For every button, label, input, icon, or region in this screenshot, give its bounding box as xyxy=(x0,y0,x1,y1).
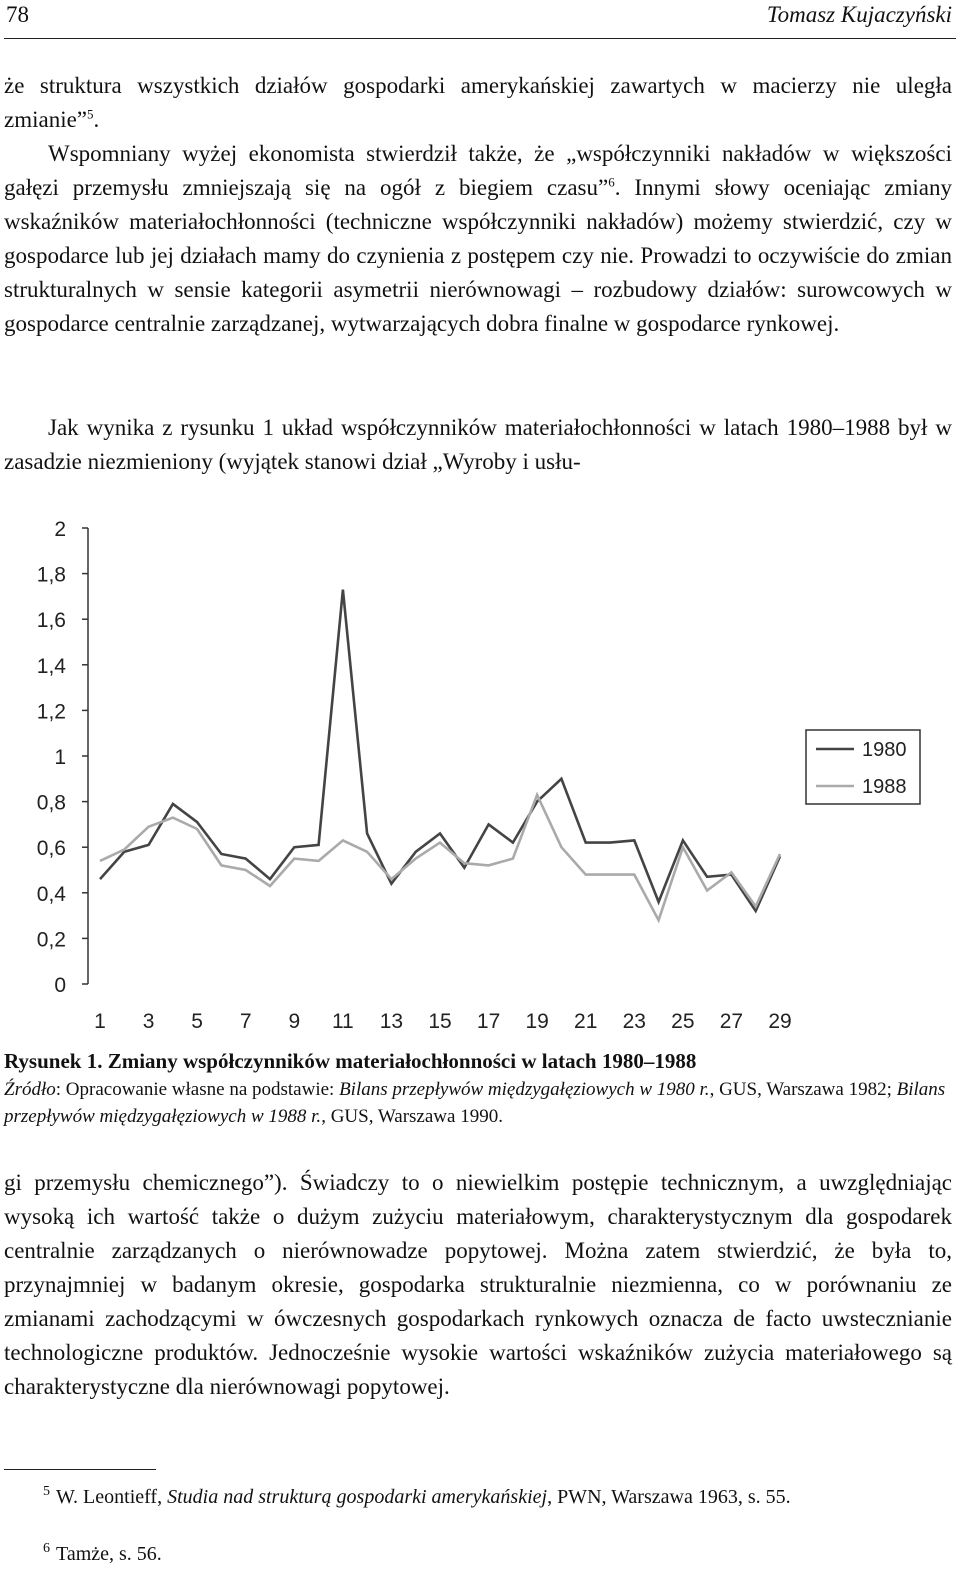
x-tick-label: 29 xyxy=(768,1010,792,1033)
page-header xyxy=(4,0,956,39)
footnote-5-text-end: , PWN, Warszawa 1963, s. 55. xyxy=(547,1486,791,1508)
source-text-2: , GUS, Warszawa 1982; xyxy=(709,1079,897,1100)
paragraph-1-text: że struktura wszystkich działów gospodarki amerykańskiej zawartych w macierzy nie uległa zmianie” xyxy=(4,73,952,132)
chart-legend xyxy=(806,730,920,804)
x-tick-label: 9 xyxy=(288,1010,301,1033)
footnote-5: 5 W. Leontieff, Studia nad strukturą gospodarki amerykańskiej, PWN, Warszawa 1963, s. 55. xyxy=(43,1484,791,1508)
y-tick-label: 1,4 xyxy=(36,654,66,678)
y-tick-label: 0 xyxy=(54,974,66,997)
y-tick-label: 0,8 xyxy=(36,791,66,815)
footnote-6: 6 Tamże, s. 56. xyxy=(43,1541,162,1565)
x-tick-label: 21 xyxy=(574,1010,598,1033)
y-tick-label: 0,2 xyxy=(36,928,66,952)
x-tick-label: 15 xyxy=(428,1010,452,1033)
paragraph-2-text-a: Wspomniany wyżej ekonomista stwierdził także, że „współczynniki nakładów w większości gałęzi przemysłu zmniejszają się na ogół z biegiem czasu” xyxy=(4,141,952,200)
legend-label-1980: 1980 xyxy=(862,739,907,761)
paragraph-3 xyxy=(4,411,952,479)
paragraph-2 xyxy=(4,137,952,341)
chart-series xyxy=(100,590,780,921)
y-tick-label: 0,6 xyxy=(36,837,66,861)
footnote-separator xyxy=(4,1469,156,1470)
x-tick-label: 19 xyxy=(525,1010,549,1033)
chart-axes xyxy=(37,518,792,1033)
source-title-2: Bilans przepływów międzygałęziowych w 1988 r. xyxy=(4,1079,946,1127)
footnote-ref-5: 5 xyxy=(87,106,94,122)
footnote-6-text: Tamże, s. 56. xyxy=(56,1543,162,1565)
y-tick-label: 2 xyxy=(54,518,66,541)
x-tick-label: 11 xyxy=(331,1010,354,1033)
y-tick-label: 1,8 xyxy=(36,563,66,587)
line-chart xyxy=(0,500,960,1045)
page-number: 78 xyxy=(6,2,29,27)
x-tick-label: 1 xyxy=(94,1010,106,1033)
x-tick-label: 17 xyxy=(476,1010,501,1033)
footnote-ref-6: 6 xyxy=(608,174,615,190)
x-tick-label: 7 xyxy=(239,1010,252,1033)
y-tick-label: 1,6 xyxy=(36,609,66,633)
footnote-5-title: Studia nad strukturą gospodarki amerykańskiej xyxy=(167,1486,548,1508)
y-tick-label: 1 xyxy=(54,746,66,769)
paragraph-3-text: Jak wynika z rysunku 1 układ współczynników materiałochłonności w latach 1980–1988 był w zasadzie niezmieniony (wyjątek stanowi dział „Wyroby i usłu- xyxy=(4,415,952,474)
footnote-5-text: W. Leontieff, xyxy=(56,1486,168,1508)
paragraph-1 xyxy=(4,69,952,137)
source-label: Źródło xyxy=(4,1079,56,1100)
source-title-1: Bilans przepływów międzygałęziowych w 1980 r. xyxy=(339,1079,710,1100)
x-tick-label: 5 xyxy=(191,1010,203,1033)
x-tick-label: 3 xyxy=(142,1010,155,1033)
source-text-1: : Opracowanie własne na podstawie: xyxy=(55,1079,340,1100)
figure-caption-source xyxy=(4,1076,954,1130)
series-line-1988 xyxy=(100,795,780,920)
paragraph-2-text-b: . Innymi słowy oceniając zmiany wskaźników materiałochłonności (techniczne współczynniki nakładów) możemy stwierdzić, czy w gospodarce lub jej działach mamy do czynienia z postępem czy nie. Prowadzi to oczywiście do zmian strukturalnych w sensie kategorii asymetrii nierównowagi – rozbudowy działów: surowcowych w gospodarce centralnie zarządzanej, wytwarzających dobra finalne w gospodarce rynkowej. xyxy=(4,175,952,336)
legend-label-1988: 1988 xyxy=(862,776,907,798)
x-tick-label: 25 xyxy=(671,1010,695,1033)
running-author: Tomasz Kujaczyński xyxy=(766,2,952,27)
x-tick-label: 27 xyxy=(719,1010,744,1033)
paragraph-4: gi przemysłu chemicznego”). Świadczy to o niewielkim postępie technicznym, a uwzględniając wysoką ich wartość także o dużym zużyciu materiałowym, charakterystycznym dla gospodarek centralnie zarządzanych o nierównowadze popytowej. Można zatem stwierdzić, że była to, przynajmniej w badanym okresie, gospodarka strukturalnie niezmienna, co w porównaniu ze zmianami zachodzącymi w ówczesnych gospodarkach rynkowych oznacza de facto uwstecznianie technologiczne produktów. Jednocześnie wysokie wartości wskaźników zużycia materiałowego są charakterystyczne dla nierównowagi popytowej. xyxy=(4,1170,952,1399)
x-tick-label: 13 xyxy=(379,1010,404,1033)
y-tick-label: 0,4 xyxy=(36,882,66,906)
paragraph-1-end: . xyxy=(93,107,100,132)
x-tick-label: 23 xyxy=(622,1010,646,1033)
figure-caption-title: Rysunek 1. Zmiany współczynników materiałochłonności w latach 1980–1988 xyxy=(4,1049,697,1073)
source-text-3: , GUS, Warszawa 1990. xyxy=(321,1106,503,1127)
y-tick-label: 1,2 xyxy=(36,700,66,724)
